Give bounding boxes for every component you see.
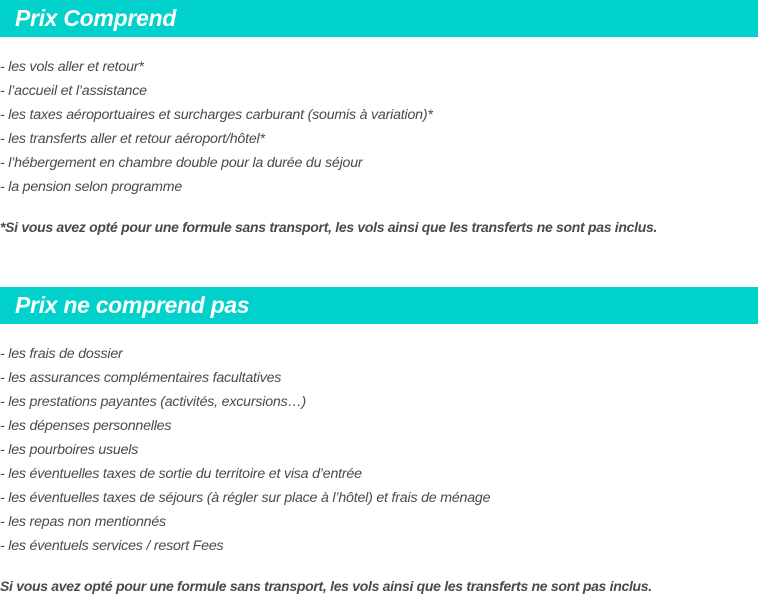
price-excludes-header — [0, 287, 758, 324]
list-item: - l’accueil et l’assistance — [0, 83, 147, 99]
price-excludes-note: Si vous avez opté pour une formule sans transport, les vols ainsi que les transferts ne sont pas inclus. — [0, 578, 652, 594]
price-includes-title: Prix Comprend — [15, 5, 176, 31]
list-item: - l’hébergement en chambre double pour la durée du séjour — [0, 155, 363, 171]
price-includes-list — [0, 37, 758, 199]
price-excludes-title: Prix ne comprend pas — [15, 292, 250, 318]
list-item: - les repas non mentionnés — [0, 514, 166, 530]
price-excludes-list — [0, 324, 758, 558]
price-includes-note: *Si vous avez opté pour une formule sans transport, les vols ainsi que les transferts ne sont pas inclus. — [0, 219, 658, 235]
list-item: - les éventuelles taxes de sortie du territoire et visa d’entrée — [0, 466, 362, 482]
list-item: - la pension selon programme — [0, 179, 183, 195]
list-item: - les transferts aller et retour aéroport/hôtel* — [0, 131, 265, 147]
list-item: - les taxes aéroportuaires et surcharges carburant (soumis à variation)* — [0, 107, 433, 123]
price-excludes-section — [0, 287, 758, 598]
list-item: - les assurances complémentaires facultatives — [0, 370, 282, 386]
list-item: - les éventuels services / resort Fees — [0, 538, 224, 554]
list-item: - les frais de dossier — [0, 346, 123, 362]
price-includes-header — [0, 0, 758, 37]
list-item: - les dépenses personnelles — [0, 418, 172, 434]
price-includes-section — [0, 0, 758, 239]
list-item: - les vols aller et retour* — [0, 59, 144, 75]
list-item: - les pourboires usuels — [0, 442, 139, 458]
list-item: - les éventuelles taxes de séjours (à régler sur place à l’hôtel) et frais de ménage — [0, 490, 491, 506]
list-item: - les prestations payantes (activités, excursions…) — [0, 394, 306, 410]
